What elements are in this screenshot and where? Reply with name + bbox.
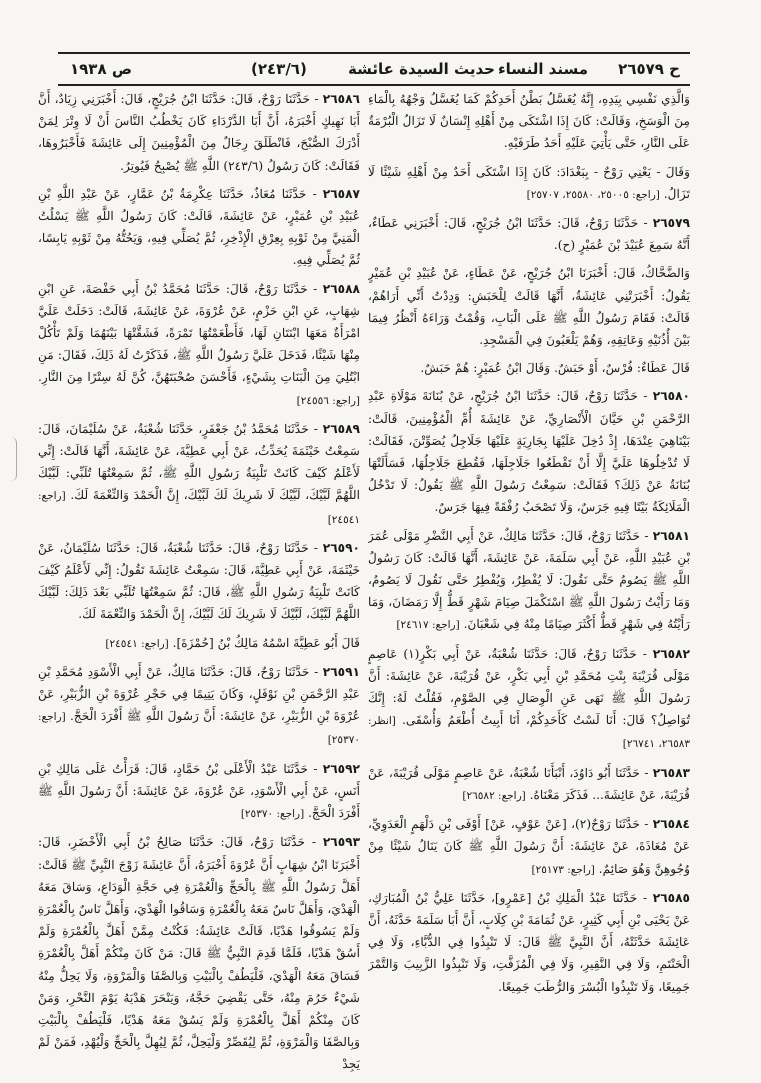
cross-reference: [راجع: ٢٤٥٤١] bbox=[105, 637, 169, 650]
hadith-text: وَقَالَ - يَعْنِي رَوْحٌ - بِبَغْدَادَ: كَانَ إِذَا اشْتَكَى أَحَدٌ مِنْ أَهْلِهِ شَيْئًا لَا تَزَالُ. bbox=[368, 164, 690, 201]
left-text-column bbox=[38, 88, 360, 1073]
hadith-text: حَدَّثَنَا عَبْدُ الْأَعْلَى بْنُ حَمَّادٍ، قَالَ: قَرَأْتُ عَلَى مَالِكِ بْنِ أَنَسٍ، عَنْ أَبِي الْأَسْوَدِ، عَنْ عُرْوَةَ، عَنْ عَائِشَةَ: أَنَّ رَسُولَ اللَّهِ ﷺ أَفْرَدَ الْحَجَّ. bbox=[38, 761, 360, 821]
hadith-number: ٢٦٥٧٩ bbox=[652, 216, 690, 231]
hadith-number: ٢٦٥٩١ bbox=[322, 664, 360, 679]
book-title: مسند النساء bbox=[498, 60, 589, 78]
hadith-text: وَالضَّحَّاكُ، قَالَ: أَخْبَرَنَا ابْنُ جُرَيْجٍ، عَنْ عَطَاءٍ، عَنْ عُبَيْدِ بْنِ عُمَيْرٍ يَقُولُ: أَخْبَرَتْنِي عَائِشَةُ، أَنَّهَا قَالَتْ لِلْحَبَشِ: وَدِدْتُ أَنِّي أَرَاهُمْ، قَالَتْ: فَقَامَ رَسُولُ اللَّهِ ﷺ عَلَى الْبَابِ، وَقُمْتُ وَرَاءَهُ أَنْظُرُ فِيمَا بَيْنَ أُذُنَيْهِ وَعَاتِقِهِ، وَهُمْ يَلْعَبُونَ فِي الْمَسْجِدِ. bbox=[368, 266, 690, 348]
hadith-paragraph: ٢٦٥٨١ - حَدَّثَنَا رَوْحٌ، قَالَ: حَدَّثَنَا مَالِكٌ، عَنْ أَبِي النَّضْرِ مَوْلَى عُمَرَ بْنِ عُبَيْدِ اللَّهِ، عَنْ أَبِي سَلَمَةَ، عَنْ عَائِشَةَ، أَنَّهَا قَالَتْ: كَانَ رَسُولُ اللَّهِ ﷺ يَصُومُ حَتَّى نَقُولَ: لَا يُفْطِرُ، وَيُفْطِرُ حَتَّى نَقُولَ لَا يَصُومُ، وَمَا رَأَيْتُ رَسُولَ اللَّهِ ﷺ اسْتَكْمَلَ صِيَامَ شَهْرٍ قَطُّ إِلَّا رَمَضَانَ، وَمَا رَأَيْتُهُ فِي شَهْرٍ قَطُّ أَكْثَرَ صِيَامًا مِنْهُ فِي شَعْبَانَ. [راجع: ٢٤٦١٧] bbox=[368, 528, 690, 632]
hadith-text: حَدَّثَنَا عَبْدُ الْمَلِكِ بْنُ [عَمْرٍو]، حَدَّثَنَا عَلِيُّ بْنُ الْمُبَارَكِ، عَنْ يَحْيَى بْنِ أَبِي كَثِيرٍ، عَنْ ثُمَامَةَ بْنِ كِلَابٍ، أَنَّ أَبَا سَلَمَةَ حَدَّثَهُ، أَنَّ عَائِشَةَ حَدَّثَتْهُ، أَنَّ النَّبِيَّ ﷺ قَالَ: لَا تَنْبِذُوا فِي الدُّبَّاءِ، وَلَا فِي الْحَنْتَمِ، وَلَا فِي النَّقِيرِ، وَلَا فِي الْمُزَفَّتِ، وَلَا تَنْبِذُوا الزَّبِيبَ وَالتَّمْرَ جَمِيعًا، وَلَا تَنْبِذُوا الْبُسْرَ وَالرُّطَبَ جَمِيعًا. bbox=[368, 890, 690, 994]
page-number: ص ١٩٣٨ bbox=[70, 60, 133, 78]
cross-reference: [راجع: ٢٥٣٧٠] bbox=[240, 808, 305, 821]
cross-reference: [راجع: ٢٥٠٠٥، ٢٥٥٨٠، ٢٥٧٠٧] bbox=[526, 188, 660, 201]
hadith-paragraph: ٢٦٥٨٨ - حَدَّثَنَا رَوْحٌ، قَالَ: حَدَّثَنَا مُحَمَّدُ بْنُ أَبِي حَفْصَةَ، عَنِ ابْنِ شِهَابٍ، عَنِ ابْنِ حَزْمٍ، عَنْ عُرْوَةَ، عَنْ عَائِشَةَ، قَالَتْ: دَخَلَتْ عَلَيَّ امْرَأَةٌ مَعَهَا ابْنَتَانِ لَهَا، فَأَطْعَمْتُهَا تَمْرَةً، فَشَقَّتْهَا بَيْنَهُمَا وَلَمْ تَأْكُلْ مِنْهَا شَيْئًا، فَدَخَلَ عَلَيَّ رَسُولُ اللَّهِ ﷺ، فَذَكَرْتُ لَهُ ذَلِكَ، فَقَالَ: مَنِ ابْتُلِيَ مِنَ الْبَنَاتِ بِشَيْءٍ، فَأَحْسَنَ صُحْبَتَهُنَّ، كُنَّ لَهُ سِتْرًا مِنَ النَّارِ. [راجع: ٢٤٥٥٦] bbox=[38, 281, 360, 407]
hadith-number: ٢٦٥٨٥ bbox=[652, 890, 690, 905]
hadith-number: ٢٦٥٨٠ bbox=[652, 389, 690, 404]
hadith-text: حَدَّثَنَا رَوْحٌ، قَالَ: حَدَّثَنَا مَالِكٌ، عَنْ أَبِي الْأَسْوَدِ مُحَمَّدِ بْنِ عَبْدِ الرَّحْمَنِ بْنِ نَوْفَلٍ، وَكَانَ يَتِيمًا فِي حَجْرِ عُرْوَةَ بْنِ الزُّبَيْرِ، عَنْ عُرْوَةَ بْنِ الزُّبَيْرِ، عَنْ عَائِشَةَ: أَنَّ رَسُولَ اللَّهِ ﷺ أَفْرَدَ الْحَجَّ. bbox=[38, 664, 360, 724]
hadith-text: وَالَّذِي نَفْسِي بِيَدِهِ، إِنَّهُ يُغَسَّلُ بَطْنُ أَحَدِكُمْ كَمَا يُغَسَّلُ وَجْهُهُ بِالْمَاءِ مِنَ الْوَسَخِ، وَقَالَتْ: كَانَ إِذَا اشْتَكَى مِنْ أَهْلِهِ إِنْسَانٌ لَا تَزَالُ الْبُرْمَةُ عَلَى النَّارِ، حَتَّى يَأْتِيَ عَلَيْهِ أَحَدُ طَرَفَيْهِ. bbox=[368, 92, 690, 151]
hadith-text: حَدَّثَنَا رَوْحٌ، قَالَ: حَدَّثَنَا مَالِكٌ، عَنْ أَبِي النَّضْرِ مَوْلَى عُمَرَ بْنِ عُبَيْدِ اللَّهِ، عَنْ أَبِي سَلَمَةَ، عَنْ عَائِشَةَ، أَنَّهَا قَالَتْ: كَانَ رَسُولُ اللَّهِ ﷺ يَصُومُ حَتَّى نَقُولَ: لَا يُفْطِرُ، وَيُفْطِرُ حَتَّى نَقُولَ لَا يَصُومُ، وَمَا رَأَيْتُ رَسُولَ اللَّهِ ﷺ اسْتَكْمَلَ صِيَامَ شَهْرٍ قَطُّ إِلَّا رَمَضَانَ، وَمَا رَأَيْتُهُ فِي شَهْرٍ قَطُّ أَكْثَرَ صِيَامًا مِنْهُ فِي شَعْبَانَ. bbox=[368, 528, 690, 632]
page-header bbox=[58, 52, 690, 86]
hadith-number: ٢٦٥٨٢ bbox=[652, 646, 690, 661]
hadith-text: قَالَ عَطَاءٌ: فُرْسٌ، أَوْ حَبَشٌ. وَقَالَ ابْنُ عُمَيْرٍ: هُمْ حَبَشٌ. bbox=[420, 361, 690, 376]
hadith-number: ٢٦٥٨٣ bbox=[652, 765, 690, 780]
hadith-paragraph bbox=[38, 632, 360, 655]
cross-reference: [راجع: ٢٤٥٤١] bbox=[38, 490, 360, 526]
hadith-text: حَدَّثَنَا رَوْحٌ، قَالَ: حَدَّثَنَا شُعْبَةُ، عَنْ أَبِي بَكْرٍ(١) عَاصِمٍ مَوْلَى قُرَيْبَةَ بِنْتِ مُحَمَّدِ بْنِ أَبِي بَكْرٍ، عَنْ قُرَيْبَةَ، عَنْ عَائِشَةَ: أَنَّ رَسُولَ اللَّهِ ﷺ نَهَى عَنِ الْوِصَالِ فِي الصَّوْمِ، فَقُلْتُ لَهُ: إِنَّكَ تُوَاصِلُ؟ قَالَ: أَنَا لَسْتُ كَأَحَدِكُمْ، أَنَا أَبِيتُ أُطْعَمُ وَأُسْقَى. bbox=[368, 646, 690, 728]
hadith-paragraph: ٢٦٥٨٠ - حَدَّثَنَا رَوْحٌ، قَالَ: حَدَّثَنَا ابْنُ جُرَيْجٍ، عَنْ بُنَانَةَ مَوْلَاةِ عَبْدِ الرَّحْمَنِ بْنِ حَيَّانَ الْأَنْصَارِيِّ، عَنْ عَائِشَةَ أُمِّ الْمُؤْمِنِينَ، قَالَتْ: بَيْنَاهِيَ عِنْدَهَا، إِذْ دُخِلَ عَلَيْهَا بِجَارِيَةٍ عَلَيْهَا جَلَاجِلُ يُصَوِّتْنَ، فَقَالَتْ: لَا تُدْخِلُوهَا عَلَيَّ إِلَّا أَنْ تَقْطَعُوا جَلَاجِلَهَا، فَقُطِعَ جَلَاجِلُهَا، فَسَأَلَتْهَا بُنَانَةُ عَنْ ذَلِكَ؟ فَقَالَتْ: سَمِعْتُ رَسُولَ اللَّهِ ﷺ يَقُولُ: لَا تَدْخُلُ الْمَلَائِكَةُ بَيْتًا فِيهِ جَرَسٌ، وَلَا تَصْحَبُ رُفْقَةً فِيهَا جَرَسٌ. bbox=[368, 389, 690, 515]
hadith-paragraph: ٢٦٥٨٤ - حَدَّثَنَا رَوْحٌ(٢)، [عَنْ عَوْفٍ، عَنْ] أَوْفَى بْنِ دَلْهَمٍ الْعَدَوِيِّ، عَنْ مُعَاذَةَ، عَنْ عَائِشَةَ: أَنَّ رَسُولَ اللَّهِ ﷺ كَانَ يَنَالُ شَيْئًا مِنْ وُجُوهِنَّ وَهُوَ صَائِمٌ. [راجع: ٢٥١٧٣] bbox=[368, 817, 690, 876]
hadith-paragraph: ٢٦٥٨٩ - حَدَّثَنَا مُحَمَّدُ بْنُ جَعْفَرٍ، حَدَّثَنَا شُعْبَةُ، عَنْ سُلَيْمَانَ، قَالَ: سَمِعْتُ خَيْثَمَةَ يُحَدِّثُ، عَنْ أَبِي عَطِيَّةَ، عَنْ عَائِشَةَ، أَنَّهَا قَالَتْ: إِنِّي لَأَعْلَمُ كَيْفَ كَانَتْ تَلْبِيَةُ رَسُولِ اللَّهِ ﷺ، ثُمَّ سَمِعْتُهَا تُلَبِّي: لَبَّيْكَ اللَّهُمَّ لَبَّيْكَ، لَبَّيْكَ لَا شَرِيكَ لَكَ لَبَّيْكَ، إِنَّ الْحَمْدَ وَالنِّعْمَةَ لَكَ. [راجع: ٢٤٥٤١] bbox=[38, 421, 360, 526]
hadith-paragraph bbox=[368, 357, 690, 379]
hadith-text: حَدَّثَنَا رَوْحٌ(٢)، [عَنْ عَوْفٍ، عَنْ] أَوْفَى بْنِ دَلْهَمٍ الْعَدَوِيِّ، عَنْ مُعَاذَةَ، عَنْ عَائِشَةَ: أَنَّ رَسُولَ اللَّهِ ﷺ كَانَ يَنَالُ شَيْئًا مِنْ وُجُوهِنَّ وَهُوَ صَائِمٌ. bbox=[368, 817, 690, 876]
hadith-text: حَدَّثَنَا رَوْحٌ، قَالَ: حَدَّثَنَا مُحَمَّدُ بْنُ أَبِي حَفْصَةَ، عَنِ ابْنِ شِهَابٍ، عَنِ ابْنِ حَزْمٍ، عَنْ عُرْوَةَ، عَنْ عَائِشَةَ، قَالَتْ: دَخَلَتْ عَلَيَّ امْرَأَةٌ مَعَهَا ابْنَتَانِ لَهَا، فَأَطْعَمْتُهَا تَمْرَةً، فَشَقَّتْهَا بَيْنَهُمَا وَلَمْ تَأْكُلْ مِنْهَا شَيْئًا، فَدَخَلَ عَلَيَّ رَسُولُ اللَّهِ ﷺ، فَذَكَرْتُ لَهُ ذَلِكَ، فَقَالَ: مَنِ ابْتُلِيَ مِنَ الْبَنَاتِ بِشَيْءٍ، فَأَحْسَنَ صُحْبَتَهُنَّ، كُنَّ لَهُ سِتْرًا مِنَ النَّارِ. bbox=[38, 281, 360, 385]
hadith-number: ٢٦٥٩٢ bbox=[322, 761, 360, 776]
hadith-text: حَدَّثَنَا رَوْحٌ، قَالَ: حَدَّثَنَا ابْنُ جُرَيْجٍ، قَالَ: أَخْبَرَنِي عَطَاءٌ، أَنَّهُ سَمِعَ عُبَيْدَ بْنَ عُمَيْرٍ (ح). bbox=[368, 216, 690, 253]
cross-reference: [راجع: ٢٦٥٨٢] bbox=[462, 789, 526, 802]
cross-reference: [انظر: ٢٦٥٨٣، ٢٦٧٤١] bbox=[368, 715, 690, 751]
hadith-paragraph: ٢٦٥٨٦ - حَدَّثَنَا رَوْحٌ، قَالَ: حَدَّثَنَا ابْنُ جُرَيْجٍ، قَالَ: أَخْبَرَنِي زِيَادٌ، أَنَّ أَبَا نَهِيكٍ أَخْبَرَهُ، أَنَّ أَبَا الدَّرْدَاءِ كَانَ يَخْطُبُ النَّاسَ أَنْ لَا وِتْرَ لِمَنْ أَدْرَكَ الصُّبْحَ، فَانْطَلَقَ رِجَالٌ مِنَ الْمُؤْمِنِينَ إِلَى عَائِشَةَ فَأَخْبَرُوهَا، فَقَالَتْ: كَانَ رَسُولُ (٢٤٣/٦) اللَّهِ ﷺ يُصْبِحُ فَيُوتِرُ. bbox=[38, 92, 360, 173]
hadith-number: ٢٦٥٨١ bbox=[652, 528, 690, 543]
hadith-paragraph bbox=[368, 262, 690, 351]
hadith-number: ٢٦٥٨٩ bbox=[322, 421, 360, 436]
hadith-paragraph: ٢٦٥٩١ - حَدَّثَنَا رَوْحٌ، قَالَ: حَدَّثَنَا مَالِكٌ، عَنْ أَبِي الْأَسْوَدِ مُحَمَّدِ بْنِ عَبْدِ الرَّحْمَنِ بْنِ نَوْفَلٍ، وَكَانَ يَتِيمًا فِي حَجْرِ عُرْوَةَ بْنِ الزُّبَيْرِ، عَنْ عُرْوَةَ بْنِ الزُّبَيْرِ، عَنْ عَائِشَةَ: أَنَّ رَسُولَ اللَّهِ ﷺ أَفْرَدَ الْحَجَّ. [راجع: ٢٥٣٧٠] bbox=[38, 664, 360, 747]
hadith-number: ٢٦٥٨٧ bbox=[322, 186, 360, 201]
cross-reference: [راجع: ٢٥٣٧٠] bbox=[38, 711, 360, 747]
header-hadith-number: ح ٢٦٥٧٩ bbox=[618, 60, 680, 78]
hadith-text: حَدَّثَنَا مُعَاذٌ، حَدَّثَنَا عِكْرِمَةُ بْنُ عَمَّارٍ، عَنْ عَبْدِ اللَّهِ بْنِ عُبَيْدِ بْنِ عُمَيْرٍ، عَنْ عَائِشَةَ، قَالَتْ: كَانَ رَسُولُ اللَّهِ ﷺ يَسْلُتُ الْمَنِيَّ مِنْ ثَوْبِهِ بِعِرْقِ الْإِذْخِرِ، ثُمَّ يُصَلِّي فِيهِ، وَيَحُتُّهُ مِنْ ثَوْبِهِ يَابِسًا، ثُمَّ يُصَلِّي فِيهِ. bbox=[38, 186, 360, 268]
hadith-paragraph: ٢٦٥٩٠ - حَدَّثَنَا رَوْحٌ، قَالَ: حَدَّثَنَا شُعْبَةُ، قَالَ: حَدَّثَنَا سُلَيْمَانُ، عَنْ خَيْثَمَةَ، عَنْ أَبِي عَطِيَّةَ، قَالَ: سَمِعْتُ عَائِشَةَ تَقُولُ: إِنِّي لَأَعْلَمُ كَيْفَ كَانَتْ تَلْبِيَةُ رَسُولِ اللَّهِ ﷺ، قَالَ: ثُمَّ سَمِعْتُهَا تُلَبِّي بَعْدَ ذَلِكَ: لَبَّيْكَ اللَّهُمَّ لَبَّيْكَ، لَبَّيْكَ لَا شَرِيكَ لَكَ لَبَّيْكَ، إِنَّ الْحَمْدَ وَالنِّعْمَةَ لَكَ. bbox=[38, 540, 360, 622]
right-text-column bbox=[368, 88, 690, 1073]
hadith-number: ٢٦٥٨٦ bbox=[322, 92, 360, 106]
cross-reference: [راجع: ٢٤٥٥٦] bbox=[296, 394, 360, 407]
hadith-number: ٢٦٥٨٨ bbox=[322, 281, 360, 296]
hadith-paragraph: ٢٦٥٨٢ - حَدَّثَنَا رَوْحٌ، قَالَ: حَدَّثَنَا شُعْبَةُ، عَنْ أَبِي بَكْرٍ(١) عَاصِمٍ مَوْلَى قُرَيْبَةَ بِنْتِ مُحَمَّدِ بْنِ أَبِي بَكْرٍ، عَنْ قُرَيْبَةَ، عَنْ عَائِشَةَ: أَنَّ رَسُولَ اللَّهِ ﷺ نَهَى عَنِ الْوِصَالِ فِي الصَّوْمِ، فَقُلْتُ لَهُ: إِنَّكَ تُوَاصِلُ؟ قَالَ: أَنَا لَسْتُ كَأَحَدِكُمْ، أَنَا أَبِيتُ أُطْعَمُ وَأُسْقَى. [انظر: ٢٦٥٨٣، ٢٦٧٤١] bbox=[368, 646, 690, 751]
hadith-paragraph: ٢٦٥٨٣ - حَدَّثَنَا أَبُو دَاوُدَ، أَنْبَأَنَا شُعْبَةُ، عَنْ عَاصِمٍ مَوْلَى قُرَيْبَةَ، عَنْ قُرَيْبَةَ، عَنْ عَائِشَةَ... فَذَكَرَ مَعْنَاهُ. [راجع: ٢٦٥٨٢] bbox=[368, 765, 690, 802]
cross-reference: [راجع: ٢٥١٧٣] bbox=[531, 863, 595, 876]
hadith-text: حَدَّثَنَا رَوْحٌ، قَالَ: حَدَّثَنَا ابْنُ جُرَيْجٍ، عَنْ بُنَانَةَ مَوْلَاةِ عَبْدِ الرَّحْمَنِ بْنِ حَيَّانَ الْأَنْصَارِيِّ، عَنْ عَائِشَةَ أُمِّ الْمُؤْمِنِينَ، قَالَتْ: بَيْنَاهِيَ عِنْدَهَا، إِذْ دُخِلَ عَلَيْهَا بِجَارِيَةٍ عَلَيْهَا جَلَاجِلُ يُصَوِّتْنَ، فَقَالَتْ: لَا تُدْخِلُوهَا عَلَيَّ إِلَّا أَنْ تَقْطَعُوا جَلَاجِلَهَا، فَقُطِعَ جَلَاجِلُهَا، فَسَأَلَتْهَا بُنَانَةُ عَنْ ذَلِكَ؟ فَقَالَتْ: سَمِعْتُ رَسُولَ اللَّهِ ﷺ يَقُولُ: لَا تَدْخُلُ الْمَلَائِكَةُ بَيْتًا فِيهِ جَرَسٌ، وَلَا تَصْحَبُ رُفْقَةً فِيهَا جَرَسٌ. bbox=[368, 389, 690, 515]
hadith-paragraph: ٢٦٥٩٣ - حَدَّثَنَا رَوْحٌ، قَالَ: حَدَّثَنَا صَالِحُ بْنُ أَبِي الْأَخْضَرِ، قَالَ: أَخْبَرَنَا ابْنُ شِهَابٍ أَنَّ عُرْوَةَ أَخْبَرَهُ، أَنَّ عَائِشَةَ زَوْجَ النَّبِيِّ ﷺ قَالَتْ: أَهَلَّ رَسُولُ اللَّهِ ﷺ بِالْحَجِّ وَالْعُمْرَةِ فِي حَجَّةِ الْوَدَاعِ، وَسَاقَ مَعَهُ الْهَدْيَ، وَأَهَلَّ نَاسٌ مَعَهُ بِالْعُمْرَةِ وَسَاقُوا الْهَدْيَ، وَأَهَلَّ نَاسٌ بِالْعُمْرَةِ وَلَمْ يَسُوقُوا هَدْيًا، قَالَتْ عَائِشَةُ: فَكُنْتُ مِمَّنْ أَهَلَّ بِالْعُمْرَةِ وَلَمْ أَسُقْ هَدْيًا، فَلَمَّا قَدِمَ النَّبِيُّ ﷺ قَالَ: مَنْ كَانَ مِنْكُمْ أَهَلَّ بِالْعُمْرَةِ فَسَاقَ مَعَهُ الْهَدْيَ، فَلْيَطُفْ بِالْبَيْتِ وَبِالصَّفَا وَالْمَرْوَةِ، وَلَا يَحِلُّ مِنْهُ شَيْءٌ حَرُمَ مِنْهُ، حَتَّى يَقْضِيَ حَجَّهُ، وَيَنْحَرَ هَدْيَهُ يَوْمَ النَّحْرِ، وَمَنْ كَانَ مِنْكُمْ أَهَلَّ بِالْعُمْرَةِ وَلَمْ يَسُقْ مَعَهُ هَدْيًا، فَلْيَطُفْ بِالْبَيْتِ وَبِالصَّفَا وَالْمَرْوَةِ، ثُمَّ لِيُقَصِّرْ وَلْيَحِلَّ، ثُمَّ لِيُهِلَّ بِالْحَجِّ وَلْيُهْدِ، فَمَنْ لَمْ يَجِدْ bbox=[38, 835, 360, 1072]
hadith-number: ٢٦٥٩٠ bbox=[322, 540, 360, 555]
volume-reference: (٢٤٣/٦) bbox=[251, 60, 307, 78]
hadith-text: حَدَّثَنَا أَبُو دَاوُدَ، أَنْبَأَنَا شُعْبَةُ، عَنْ عَاصِمٍ مَوْلَى قُرَيْبَةَ، عَنْ قُرَيْبَةَ، عَنْ عَائِشَةَ... فَذَكَرَ مَعْنَاهُ. bbox=[368, 765, 690, 802]
hadith-paragraph bbox=[368, 161, 690, 206]
hadith-paragraph: ٢٦٥٨٧ - حَدَّثَنَا مُعَاذٌ، حَدَّثَنَا عِكْرِمَةُ بْنُ عَمَّارٍ، عَنْ عَبْدِ اللَّهِ بْنِ عُبَيْدِ بْنِ عُمَيْرٍ، عَنْ عَائِشَةَ، قَالَتْ: كَانَ رَسُولُ اللَّهِ ﷺ يَسْلُتُ الْمَنِيَّ مِنْ ثَوْبِهِ بِعِرْقِ الْإِذْخِرِ، ثُمَّ يُصَلِّي فِيهِ، وَيَحُتُّهُ مِنْ ثَوْبِهِ يَابِسًا، ثُمَّ يُصَلِّي فِيهِ. bbox=[38, 186, 360, 268]
hadith-text: قَالَ أَبُو عَطِيَّةَ اسْمُهُ مَالِكُ بْنُ [حُمْزَةَ]. bbox=[172, 635, 360, 650]
hadith-number: ٢٦٥٩٣ bbox=[322, 835, 360, 850]
hadith-paragraph: ٢٦٥٧٩ - حَدَّثَنَا رَوْحٌ، قَالَ: حَدَّثَنَا ابْنُ جُرَيْجٍ، قَالَ: أَخْبَرَنِي عَطَاءٌ، أَنَّهُ سَمِعَ عُبَيْدَ بْنَ عُمَيْرٍ (ح). bbox=[368, 216, 690, 253]
margin-pencil-mark bbox=[4, 437, 17, 481]
hadith-text: حَدَّثَنَا رَوْحٌ، قَالَ: حَدَّثَنَا صَالِحُ بْنُ أَبِي الْأَخْضَرِ، قَالَ: أَخْبَرَنَا ابْنُ شِهَابٍ أَنَّ عُرْوَةَ أَخْبَرَهُ، أَنَّ عَائِشَةَ زَوْجَ النَّبِيِّ ﷺ قَالَتْ: أَهَلَّ رَسُولُ اللَّهِ ﷺ بِالْحَجِّ وَالْعُمْرَةِ فِي حَجَّةِ الْوَدَاعِ، وَسَاقَ مَعَهُ الْهَدْيَ، وَأَهَلَّ نَاسٌ مَعَهُ بِالْعُمْرَةِ وَسَاقُوا الْهَدْيَ، وَأَهَلَّ نَاسٌ بِالْعُمْرَةِ وَلَمْ يَسُوقُوا هَدْيًا، قَالَتْ عَائِشَةُ: فَكُنْتُ مِمَّنْ أَهَلَّ بِالْعُمْرَةِ وَلَمْ أَسُقْ هَدْيًا، فَلَمَّا قَدِمَ النَّبِيُّ ﷺ قَالَ: مَنْ كَانَ مِنْكُمْ أَهَلَّ بِالْعُمْرَةِ فَسَاقَ مَعَهُ الْهَدْيَ، فَلْيَطُفْ بِالْبَيْتِ وَبِالصَّفَا وَالْمَرْوَةِ، وَلَا يَحِلُّ مِنْهُ شَيْءٌ حَرُمَ مِنْهُ، حَتَّى يَقْضِيَ حَجَّهُ، وَيَنْحَرَ هَدْيَهُ يَوْمَ النَّحْرِ، وَمَنْ كَانَ مِنْكُمْ أَهَلَّ بِالْعُمْرَةِ وَلَمْ يَسُقْ مَعَهُ هَدْيًا، فَلْيَطُفْ بِالْبَيْتِ وَبِالصَّفَا وَالْمَرْوَةِ، ثُمَّ لِيُقَصِّرْ وَلْيَحِلَّ، ثُمَّ لِيُهِلَّ بِالْحَجِّ وَلْيُهْدِ، فَمَنْ لَمْ يَجِدْ bbox=[38, 835, 360, 1072]
hadith-paragraph: ٢٦٥٩٢ - حَدَّثَنَا عَبْدُ الْأَعْلَى بْنُ حَمَّادٍ، قَالَ: قَرَأْتُ عَلَى مَالِكِ بْنِ أَنَسٍ، عَنْ أَبِي الْأَسْوَدِ، عَنْ عُرْوَةَ، عَنْ عَائِشَةَ: أَنَّ رَسُولَ اللَّهِ ﷺ أَفْرَدَ الْحَجَّ. [راجع: ٢٥٣٧٠] bbox=[38, 761, 360, 821]
hadith-paragraph: ٢٦٥٨٥ - حَدَّثَنَا عَبْدُ الْمَلِكِ بْنُ [عَمْرٍو]، حَدَّثَنَا عَلِيُّ بْنُ الْمُبَارَكِ، عَنْ يَحْيَى بْنِ أَبِي كَثِيرٍ، عَنْ ثُمَامَةَ بْنِ كِلَابٍ، أَنَّ أَبَا سَلَمَةَ حَدَّثَهُ، أَنَّ عَائِشَةَ حَدَّثَتْهُ، أَنَّ النَّبِيَّ ﷺ قَالَ: لَا تَنْبِذُوا فِي الدُّبَّاءِ، وَلَا فِي الْحَنْتَمِ، وَلَا فِي النَّقِيرِ، وَلَا فِي الْمُزَفَّتِ، وَلَا تَنْبِذُوا الزَّبِيبَ وَالتَّمْرَ جَمِيعًا، وَلَا تَنْبِذُوا الْبُسْرَ وَالرُّطَبَ جَمِيعًا. bbox=[368, 890, 690, 994]
cross-reference: [راجع: ٢٤٦١٧] bbox=[396, 619, 460, 632]
hadith-text: حَدَّثَنَا رَوْحٌ، قَالَ: حَدَّثَنَا ابْنُ جُرَيْجٍ، قَالَ: أَخْبَرَنِي زِيَادٌ، أَنَّ أَبَا نَهِيكٍ أَخْبَرَهُ، أَنَّ أَبَا الدَّرْدَاءِ كَانَ يَخْطُبُ النَّاسَ أَنْ لَا وِتْرَ لِمَنْ أَدْرَكَ الصُّبْحَ، فَانْطَلَقَ رِجَالٌ مِنَ الْمُؤْمِنِينَ إِلَى عَائِشَةَ فَأَخْبَرُوهَا، فَقَالَتْ: كَانَ رَسُولُ (٢٤٣/٦) اللَّهِ ﷺ يُصْبِحُ فَيُوتِرُ. bbox=[38, 92, 360, 173]
hadith-text: حَدَّثَنَا مُحَمَّدُ بْنُ جَعْفَرٍ، حَدَّثَنَا شُعْبَةُ، عَنْ سُلَيْمَانَ، قَالَ: سَمِعْتُ خَيْثَمَةَ يُحَدِّثُ، عَنْ أَبِي عَطِيَّةَ، عَنْ عَائِشَةَ، أَنَّهَا قَالَتْ: إِنِّي لَأَعْلَمُ كَيْفَ كَانَتْ تَلْبِيَةُ رَسُولِ اللَّهِ ﷺ، ثُمَّ سَمِعْتُهَا تُلَبِّي: لَبَّيْكَ اللَّهُمَّ لَبَّيْكَ، لَبَّيْكَ لَا شَرِيكَ لَكَ لَبَّيْكَ، إِنَّ الْحَمْدَ وَالنِّعْمَةَ لَكَ. bbox=[38, 421, 360, 503]
section-topic: حديث السيدة عائشة bbox=[348, 60, 495, 78]
hadith-number: ٢٦٥٨٤ bbox=[652, 817, 690, 832]
hadith-text: حَدَّثَنَا رَوْحٌ، قَالَ: حَدَّثَنَا شُعْبَةُ، قَالَ: حَدَّثَنَا سُلَيْمَانُ، عَنْ خَيْثَمَةَ، عَنْ أَبِي عَطِيَّةَ، قَالَ: سَمِعْتُ عَائِشَةَ تَقُولُ: إِنِّي لَأَعْلَمُ كَيْفَ كَانَتْ تَلْبِيَةُ رَسُولِ اللَّهِ ﷺ، قَالَ: ثُمَّ سَمِعْتُهَا تُلَبِّي بَعْدَ ذَلِكَ: لَبَّيْكَ اللَّهُمَّ لَبَّيْكَ، لَبَّيْكَ لَا شَرِيكَ لَكَ لَبَّيْكَ، إِنَّ الْحَمْدَ وَالنِّعْمَةَ لَكَ. bbox=[38, 540, 360, 622]
hadith-paragraph bbox=[368, 88, 690, 155]
